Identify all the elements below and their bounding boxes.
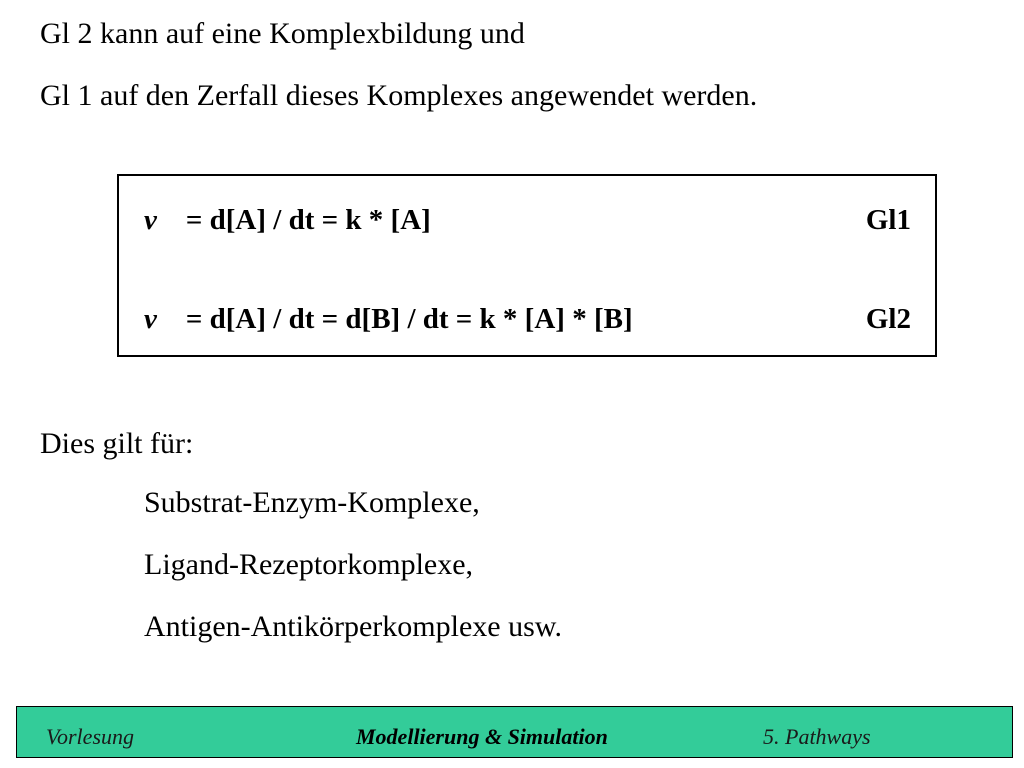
list-item: Substrat-Enzym-Komplexe, (144, 486, 480, 519)
equation-gl2-label: Gl2 (865, 303, 911, 335)
footer-lecture-label: Vorlesung (46, 724, 134, 749)
footer-chapter-label: 5. Pathways (763, 724, 871, 749)
equation-gl1-label: Gl1 (865, 204, 911, 236)
equation-gl2 (144, 302, 633, 336)
intro-line-1: Gl 2 kann auf eine Komplexbildung und (40, 17, 525, 50)
intro-line-2: Gl 1 auf den Zerfall dieses Komplexes angewendet werden. (40, 79, 758, 112)
equation-gl1 (144, 203, 431, 237)
equation-gl2-variable: v (144, 303, 157, 335)
list-item: Antigen-Antikörperkomplexe usw. (144, 610, 562, 643)
footer-bar (16, 706, 1013, 758)
list-item: Ligand-Rezeptorkomplexe, (144, 548, 474, 581)
equation-gl1-expression: = d[A] / dt = k * [A] (185, 204, 431, 236)
applies-heading: Dies gilt für: (40, 427, 194, 460)
footer-course-title: Modellierung & Simulation (356, 724, 608, 749)
equation-gl2-expression: = d[A] / dt = d[B] / dt = k * [A] * [B] (185, 303, 633, 335)
equation-gl1-variable: v (144, 204, 157, 236)
equation-box (117, 174, 937, 357)
